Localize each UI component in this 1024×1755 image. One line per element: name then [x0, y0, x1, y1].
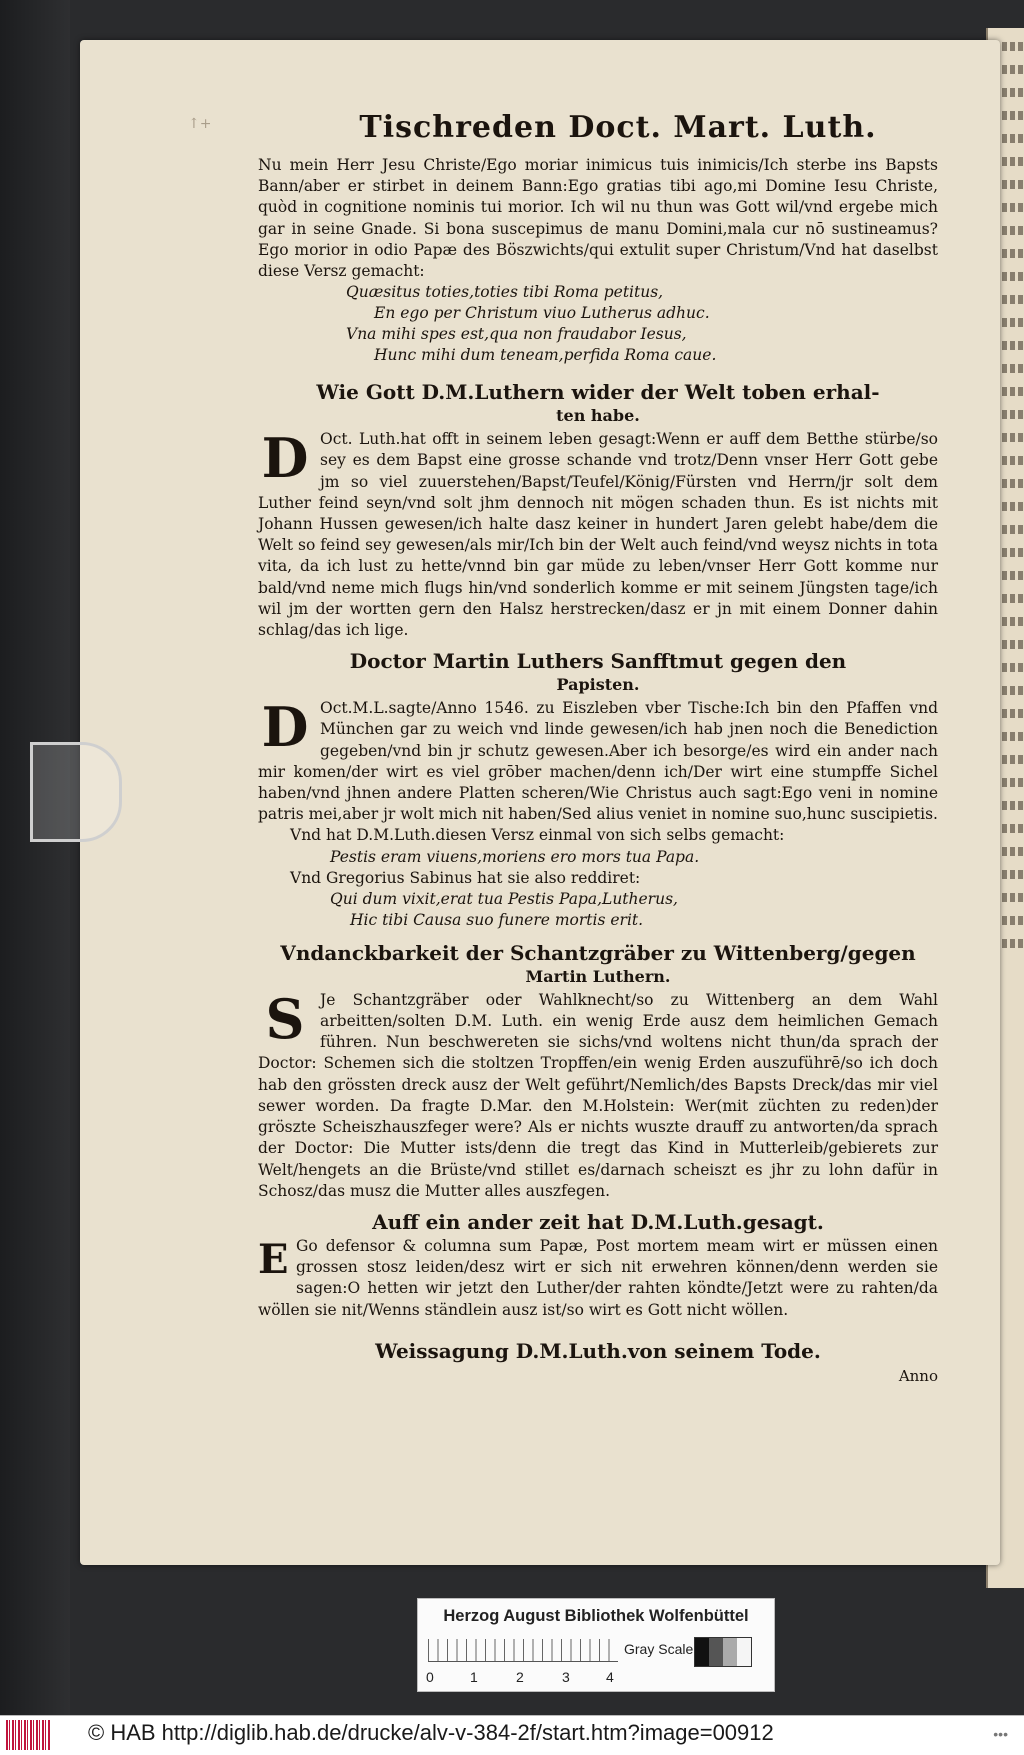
- gray-scale-swatch: [694, 1637, 752, 1667]
- verse-line: En ego per Christum viuo Lutherus adhuc.: [374, 304, 710, 323]
- source-link[interactable]: © HAB http://diglib.hab.de/drucke/alv-v-384-2f/start.htm?image=00912: [88, 1720, 774, 1745]
- ruler-number: 4: [606, 1669, 614, 1685]
- gray-swatch: [723, 1638, 737, 1666]
- section-4: [258, 1236, 938, 1321]
- section-2: [258, 695, 938, 825]
- drop-cap: S: [265, 986, 305, 1051]
- drop-cap: E: [258, 1235, 289, 1283]
- verse-line: Pestis eram viuens,moriens ero mors tua Papa.: [330, 847, 700, 866]
- section-heading: Auff ein ander zeit hat D.M.Luth.gesagt.: [372, 1209, 824, 1234]
- library-label: [417, 1598, 775, 1692]
- verse-line: Hunc mihi dum teneam,perfida Roma caue.: [374, 346, 717, 365]
- catchword: Anno: [898, 1366, 938, 1385]
- gray-swatch: [695, 1638, 709, 1666]
- section-text: Go defensor & columna sum Papæ, Post mortem meam wirt er müssen einen grossen stosz leiden/desz wirt er sich nit erwehren können/denn werden sie sagen:O hetten wir jetzt den Luther/der rahten köndte/Jetzt were zu rahten/da wöllen sie nit/Wenns ständlein ausz ist/so wirt es Gott nicht wöllen.: [258, 1236, 938, 1319]
- section-text: Oct.M.L.sagte/Anno 1546. zu Eiszleben vber Tische:Ich bin den Pfaffen vnd München gar zu weich vnd linde gewesen/ich hab jnen noch die Benediction gegeben/vnd bin jr schutz gewesen.Aber ich besorge/es wird ein ander nach mir komen/der wirt es viel grōber machen/denn ich/Der wirt eine stumpffe Sichel haben/vnd jhnen andere Platten scheren/Wie Christus auch sagt:Ego veni in nomine patris mei,aber jr wolt mich nit haben/Sed alius veniet in nomine suo,hunc suscipietis.: [258, 699, 938, 824]
- ruler-number: 2: [516, 1669, 524, 1685]
- verse-line: Hic tibi Causa suo funere mortis erit.: [350, 910, 644, 929]
- section-text: Oct. Luth.hat offt in seinem leben gesagt:Wenn er auff dem Betthe stürbe/so sey es dem Bapst eine grosse schande vnd trotz/Denn vnser Herr Gott gebe jm so viel zuuerstehen/Bapst/Teufel/König/Fürsten vnd Herrn/jr solt dem Luther feind seyn/vnd solt jhm dennoch nit mögen schaden thun. Es ist nichts mit Johann Hussen gewesen/ich halte dasz keiner in hundert Jaren gelebt habe/dem die Welt so feind sey gewesen/als mir/Ich bin der Welt auch feind/vnd weysz nichts in tota vita, da ich lust zu hette/vnnd bin gar müde zu leben/vnser Herr Gott komme nur bald/vnd neme mich flugs hin/vnd sonderlich komme er mit seinem Jüngsten tage/ich wil jm der wortten gern den Halsz herstrecken/dasz er jn mit einem Donner dahin schlag/das ich lige.: [258, 430, 938, 640]
- drop-cap: D: [261, 695, 309, 760]
- section-heading-cont: Papisten.: [556, 675, 640, 695]
- footer-bar: [0, 1715, 1024, 1755]
- stray-mark: ↑+: [188, 116, 212, 132]
- section-text: Je Schantzgräber oder Wahlknecht/so zu Wittenberg an dem Wahl arbeitten/solten D.M. Luth. ein wenig Erde ausz dem heimlichen Gemach führen. Nun beschwereten sie sichs/vnd woltens nicht thun/da sprach der Doctor: Schemen sich die stoltzen Tropffen/ein wenig Erden auszuführē/so ich doch hab den grössten dreck ausz der Welt geführt/Nemlich/des Bapsts Dreck/das mir viel sewer worden. Da fragte D.Mar. den M.Holstein: Wer(mit züchten zu reden)der gröszte Scheiszhauszfeger were? Als er nichts wuszte drauff zu antworten/da sprach der Doctor: Die Mutter ists/denn die tregt das Kind in Mutterleib/gebierets zur Welt/hengets an die Brüste/vnd stillet es/darnach scheiszt es jhr zu lohn dafür in Schosz/das musz die Mutter alles auszfegen.: [258, 990, 938, 1200]
- ruler-number: 1: [470, 1669, 478, 1685]
- verse-intro: Vnd hat D.M.Luth.diesen Versz einmal von sich selbs gemacht:: [290, 826, 785, 845]
- page-content: [258, 110, 938, 1385]
- section-heading: Vndanckbarkeit der Schantzgräber zu Wittenberg/gegen: [280, 940, 916, 965]
- intro-paragraph: Nu mein Herr Jesu Christe/Ego moriar inimicus tuis inimicis/Ich sterbe ins Bapsts Bann/aber er stirbet in deinem Bann:Ego gratias tibi ago,mi Domine Iesu Christe, quòd in cognitione nominis tui morior. Ich wil nu thun was Gott wil/vnd ergebe mich gar in seine Gnade. Si bona suscepimus de manu Domini,mala cur nō sustineamus?Ego morior in odio Papæ des Böszwichts/qui extulit super Christum/Vnd hat daselbst diese Versz gemacht:: [258, 156, 938, 281]
- more-icon[interactable]: •••: [993, 1726, 1008, 1742]
- section-heading-cont: Martin Luthern.: [525, 966, 671, 986]
- gray-swatch: [709, 1638, 723, 1666]
- drop-cap: D: [261, 426, 309, 491]
- spine-shadow: [0, 0, 70, 1715]
- gray-swatch: [737, 1638, 751, 1666]
- hab-logo: [6, 1720, 50, 1750]
- section-3: [258, 986, 938, 1202]
- section-1: [258, 426, 938, 641]
- running-title: Tischreden Doct. Mart. Luth.: [359, 110, 877, 145]
- section-heading: Doctor Martin Luthers Sanfftmut gegen den: [349, 649, 847, 674]
- section-heading-cont: ten habe.: [556, 406, 640, 426]
- verse-intro: Vnd Gregorius Sabinus hat sie also reddiret:: [290, 868, 641, 887]
- library-name: Herzog August Bibliothek Wolfenbüttel: [443, 1607, 749, 1625]
- section-heading: Wie Gott D.M.Luthern wider der Welt toben erhal-: [316, 380, 880, 405]
- ruler: [428, 1639, 618, 1662]
- ruler-number: 3: [562, 1669, 570, 1685]
- section-heading: Weissagung D.M.Luth.von seinem Tode.: [375, 1338, 821, 1363]
- verse-line: Qui dum vixit,erat tua Pestis Papa,Lutherus,: [330, 889, 678, 908]
- verse-block-1: [258, 282, 938, 366]
- ruler-number: 0: [426, 1669, 434, 1685]
- verse-line: Vna mihi spes est,qua non fraudabor Iesus,: [346, 325, 687, 344]
- page-clip: [30, 742, 122, 842]
- verse-line: Quæsitus toties,toties tibi Roma petitus,: [346, 283, 664, 302]
- gray-scale-label: Gray Scale: [624, 1641, 694, 1657]
